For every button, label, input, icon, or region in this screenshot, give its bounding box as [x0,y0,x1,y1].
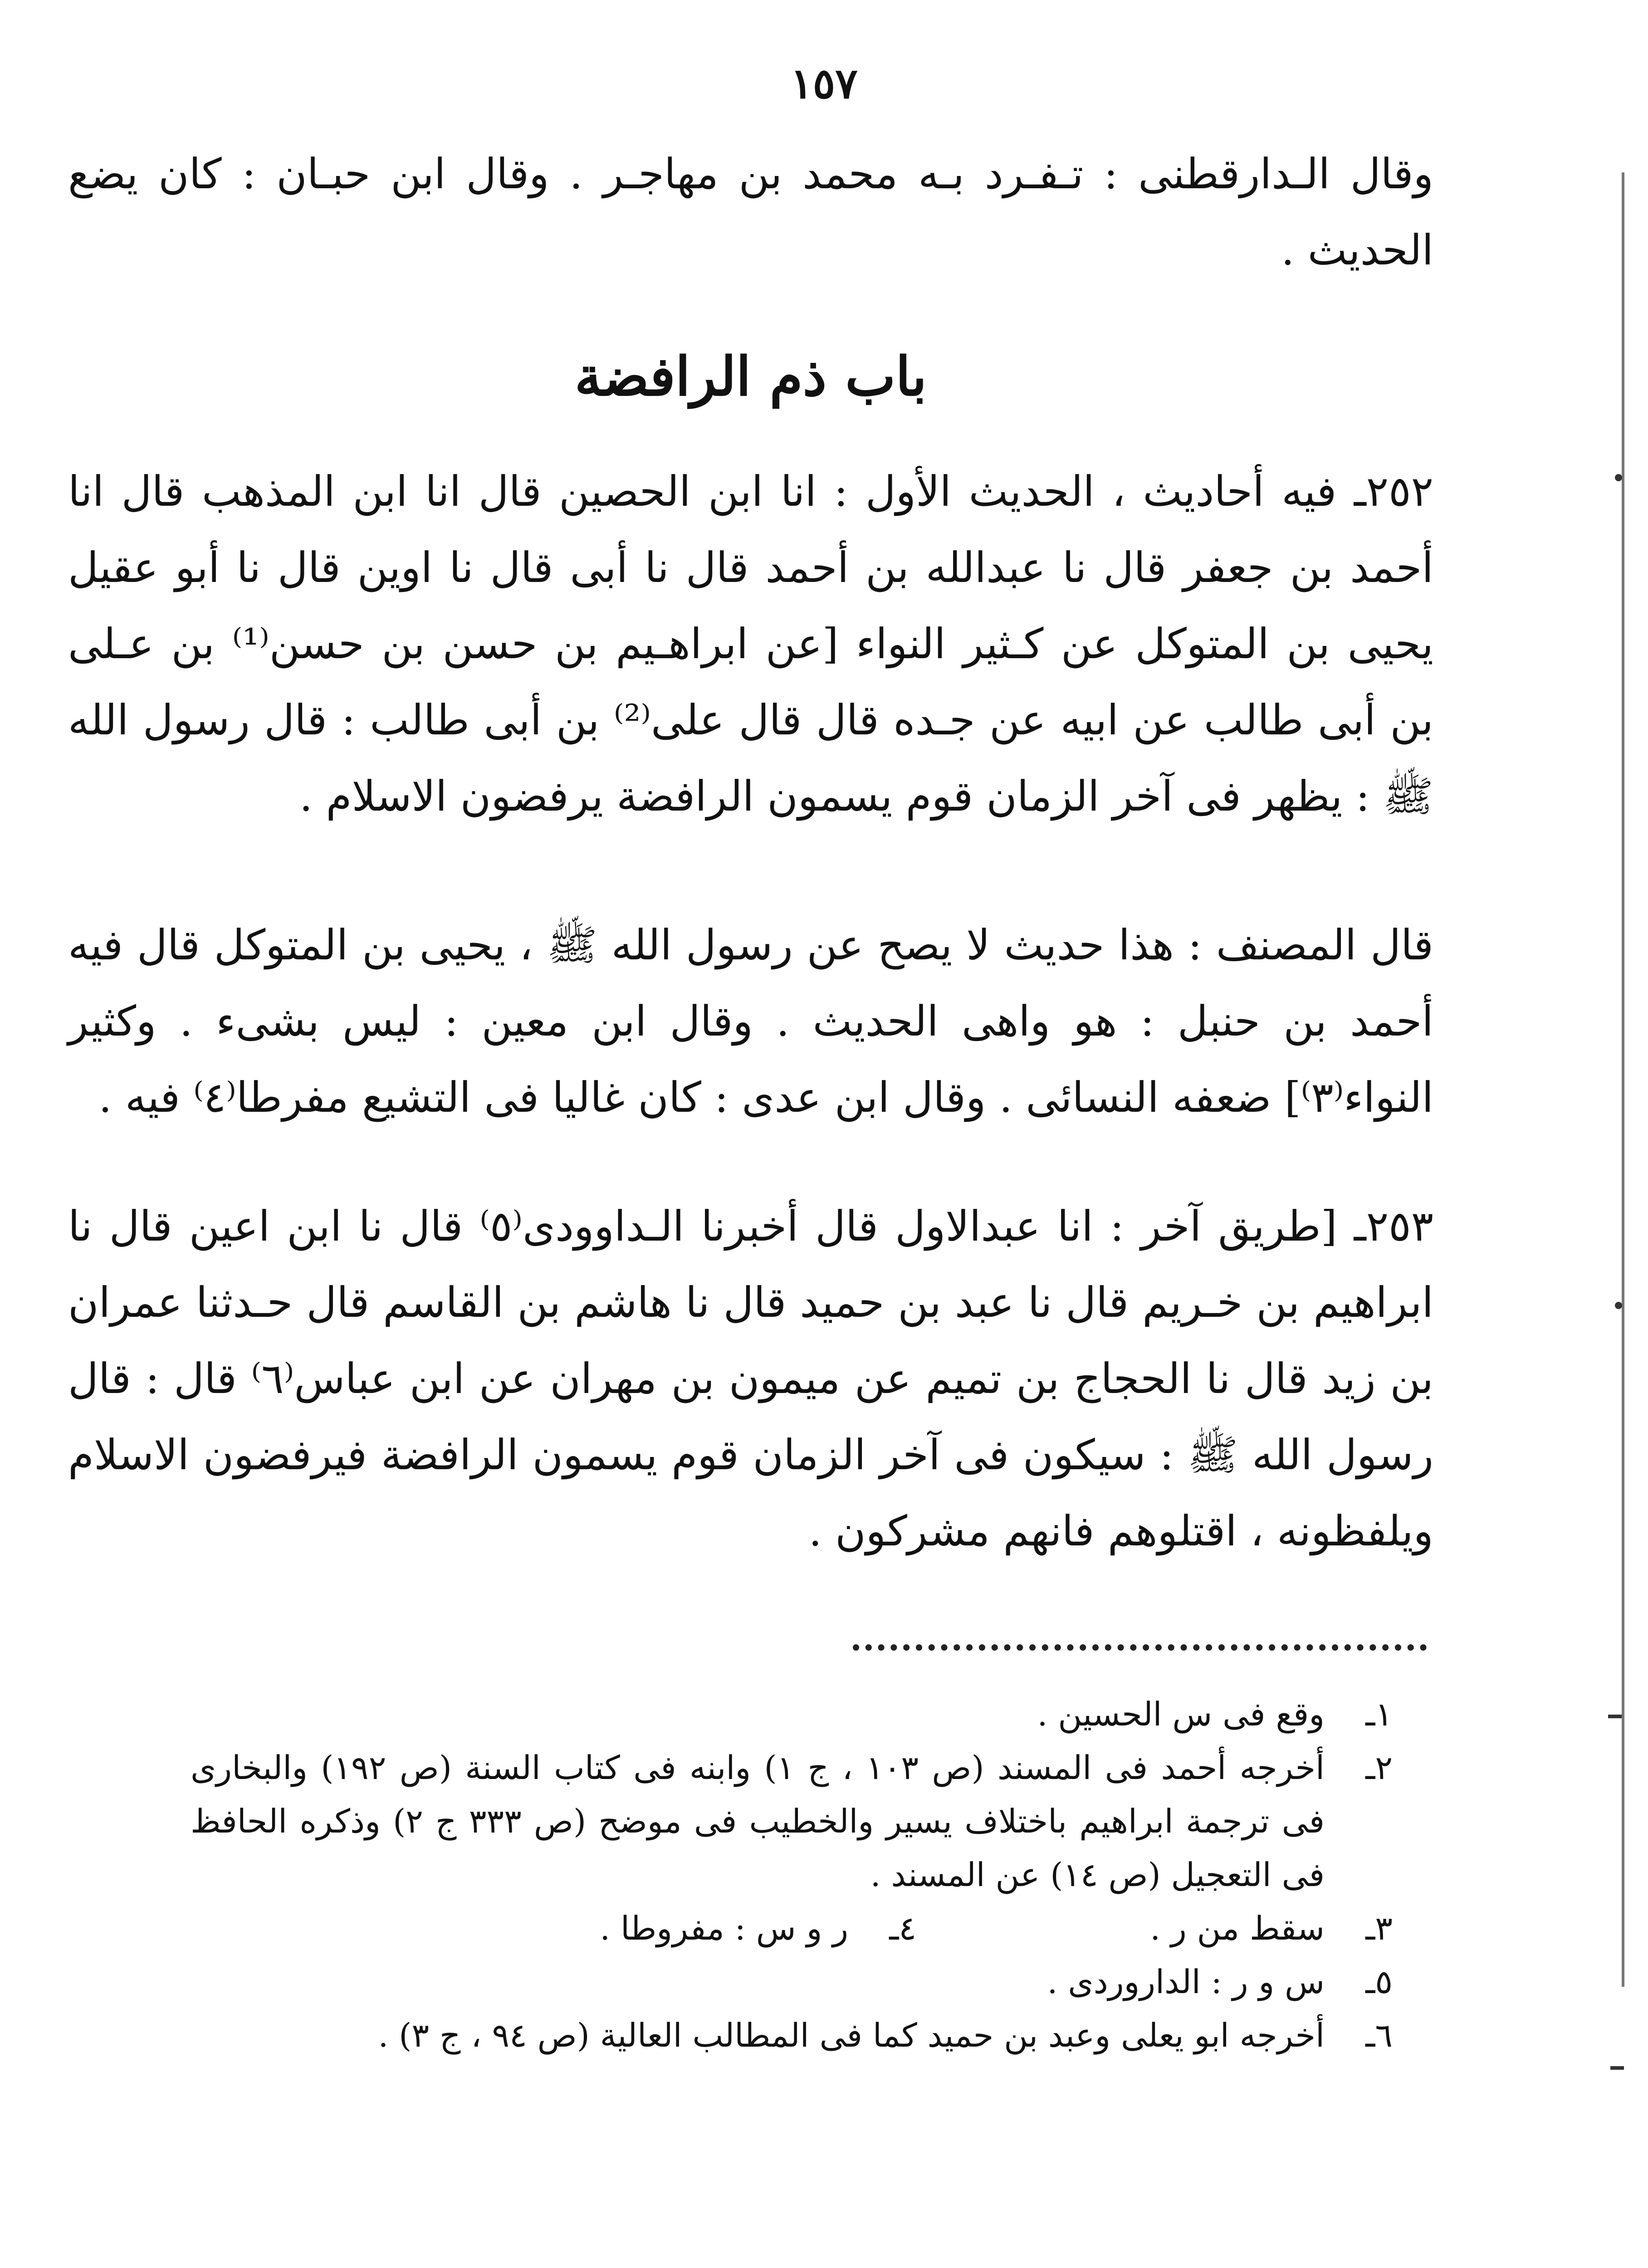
footnote-6 [191,2009,1393,2062]
intro-paragraph: وقال الـدارقطنى : تـفـرد بـه محمد بن مهاجـر . وقال ابن حبـان : كان يضع الحديث . [68,150,1433,274]
author-comment-paragraph: قال المصنف : هذا حديث لا يصح عن رسول الله ﷺ ، يحيى بن المتوكل قال فيه أحمد بن حنبل : هو واهى الحديث . وقال ابن معين : ليس بشىء . وكثير النواء⁽٣⁾] ضعفه النسائى . وقال ابن عدى : كان غاليا فى التشيع مفرطا⁽٤⁾ فيه . [68,921,1433,1122]
footnote-1 [191,1687,1393,1741]
footnote-number: ٤ـ [889,1909,916,1947]
footnote-text: أخرجه أحمد فى المسند (ص ١٠٣ ، ج ١) وابنه فى كتاب السنة (ص ١٩٢) والبخارى فى ترجمة ابراهيم باختلاف يسير والخطيب فى موضح (ص ٣٣٣ ج ٢) وذكره الحافظ فى التعجيل (ص ١٤) عن المسند . [191,1749,1325,1894]
footnote-number: ٢ـ [1365,1749,1393,1787]
footnote-text: سقط من ر . [1150,1909,1325,1947]
footnote-text: س و ر : الداروردى . [1047,1963,1325,2001]
footnotes [191,1687,1393,2062]
footnote-number: ٦ـ [1365,2016,1393,2054]
footnote-2 [191,1741,1393,1901]
footnote-text: ر و س : مفروطا . [600,1909,848,1947]
page-number: ١٥٧ [790,59,858,108]
footnote-text: أخرجه ابو يعلى وعبد بن حميد كما فى المطالب العالية (ص ٩٤ ، ج ٣) . [378,2016,1325,2054]
footnote-number: ٥ـ [1365,1963,1393,2001]
footnote-number: ٣ـ [1365,1909,1393,1947]
footnote-4 [440,1901,916,1955]
footnote-divider [853,1644,1427,1651]
hadith-252-paragraph: ٢٥٢ـ فيه أحاديث ، الحديث الأول : انا ابن الحصين قال انا ابن المذهب قال انا أحمد بن جعفر قال نا عبدالله بن أحمد قال نا أبى قال نا اوين قال نا أبو عقيل يحيى بن المتوكل عن كـثير النواء [عن ابراهـيم بن حسن بن حسن⁽¹⁾ بن عـلى بن أبى طالب عن ابيه عن جـده قال قال على⁽²⁾ بن أبى طالب : قال رسول الله ﷺ : يظهر فى آخر الزمان قوم يسمون الرافضة يرفضون الاسلام . [68,467,1434,821]
section-heading: باب ذم الرافضة [574,345,927,408]
page-edge-line [1622,172,1624,1987]
footnote-number: ١ـ [1365,1695,1393,1733]
hadith-253-paragraph: ٢٥٣ـ [طريق آخر : انا عبدالاول قال أخبرنا الـداوودى⁽٥⁾ قال نا ابن اعين قال نا ابراهيم بن خـريم قال نا عبد بن حميد قال نا هاشم بن القاسم قال حـدثنا عمران بن زيد قال نا الحجاج بن تميم عن ميمون بن مهران عن ابن عباس⁽٦⁾ قال : قال رسول الله ﷺ : سيكون فى آخر الزمان قوم يسمون الرافضة فيرفضون الاسلام ويلفظونه ، اقتلوهم فانهم مشركون . [68,1202,1433,1555]
footnote-text: وقع فى س الحسين . [1037,1695,1325,1733]
margin-tick [1610,2066,1624,2070]
footnote-3 [916,1901,1393,1955]
footnotes-3-4-row [191,1901,1393,1955]
margin-dot [1615,474,1622,481]
margin-dot [1615,1302,1622,1309]
margin-tick [1608,1715,1622,1718]
footnote-5 [191,1955,1393,2009]
